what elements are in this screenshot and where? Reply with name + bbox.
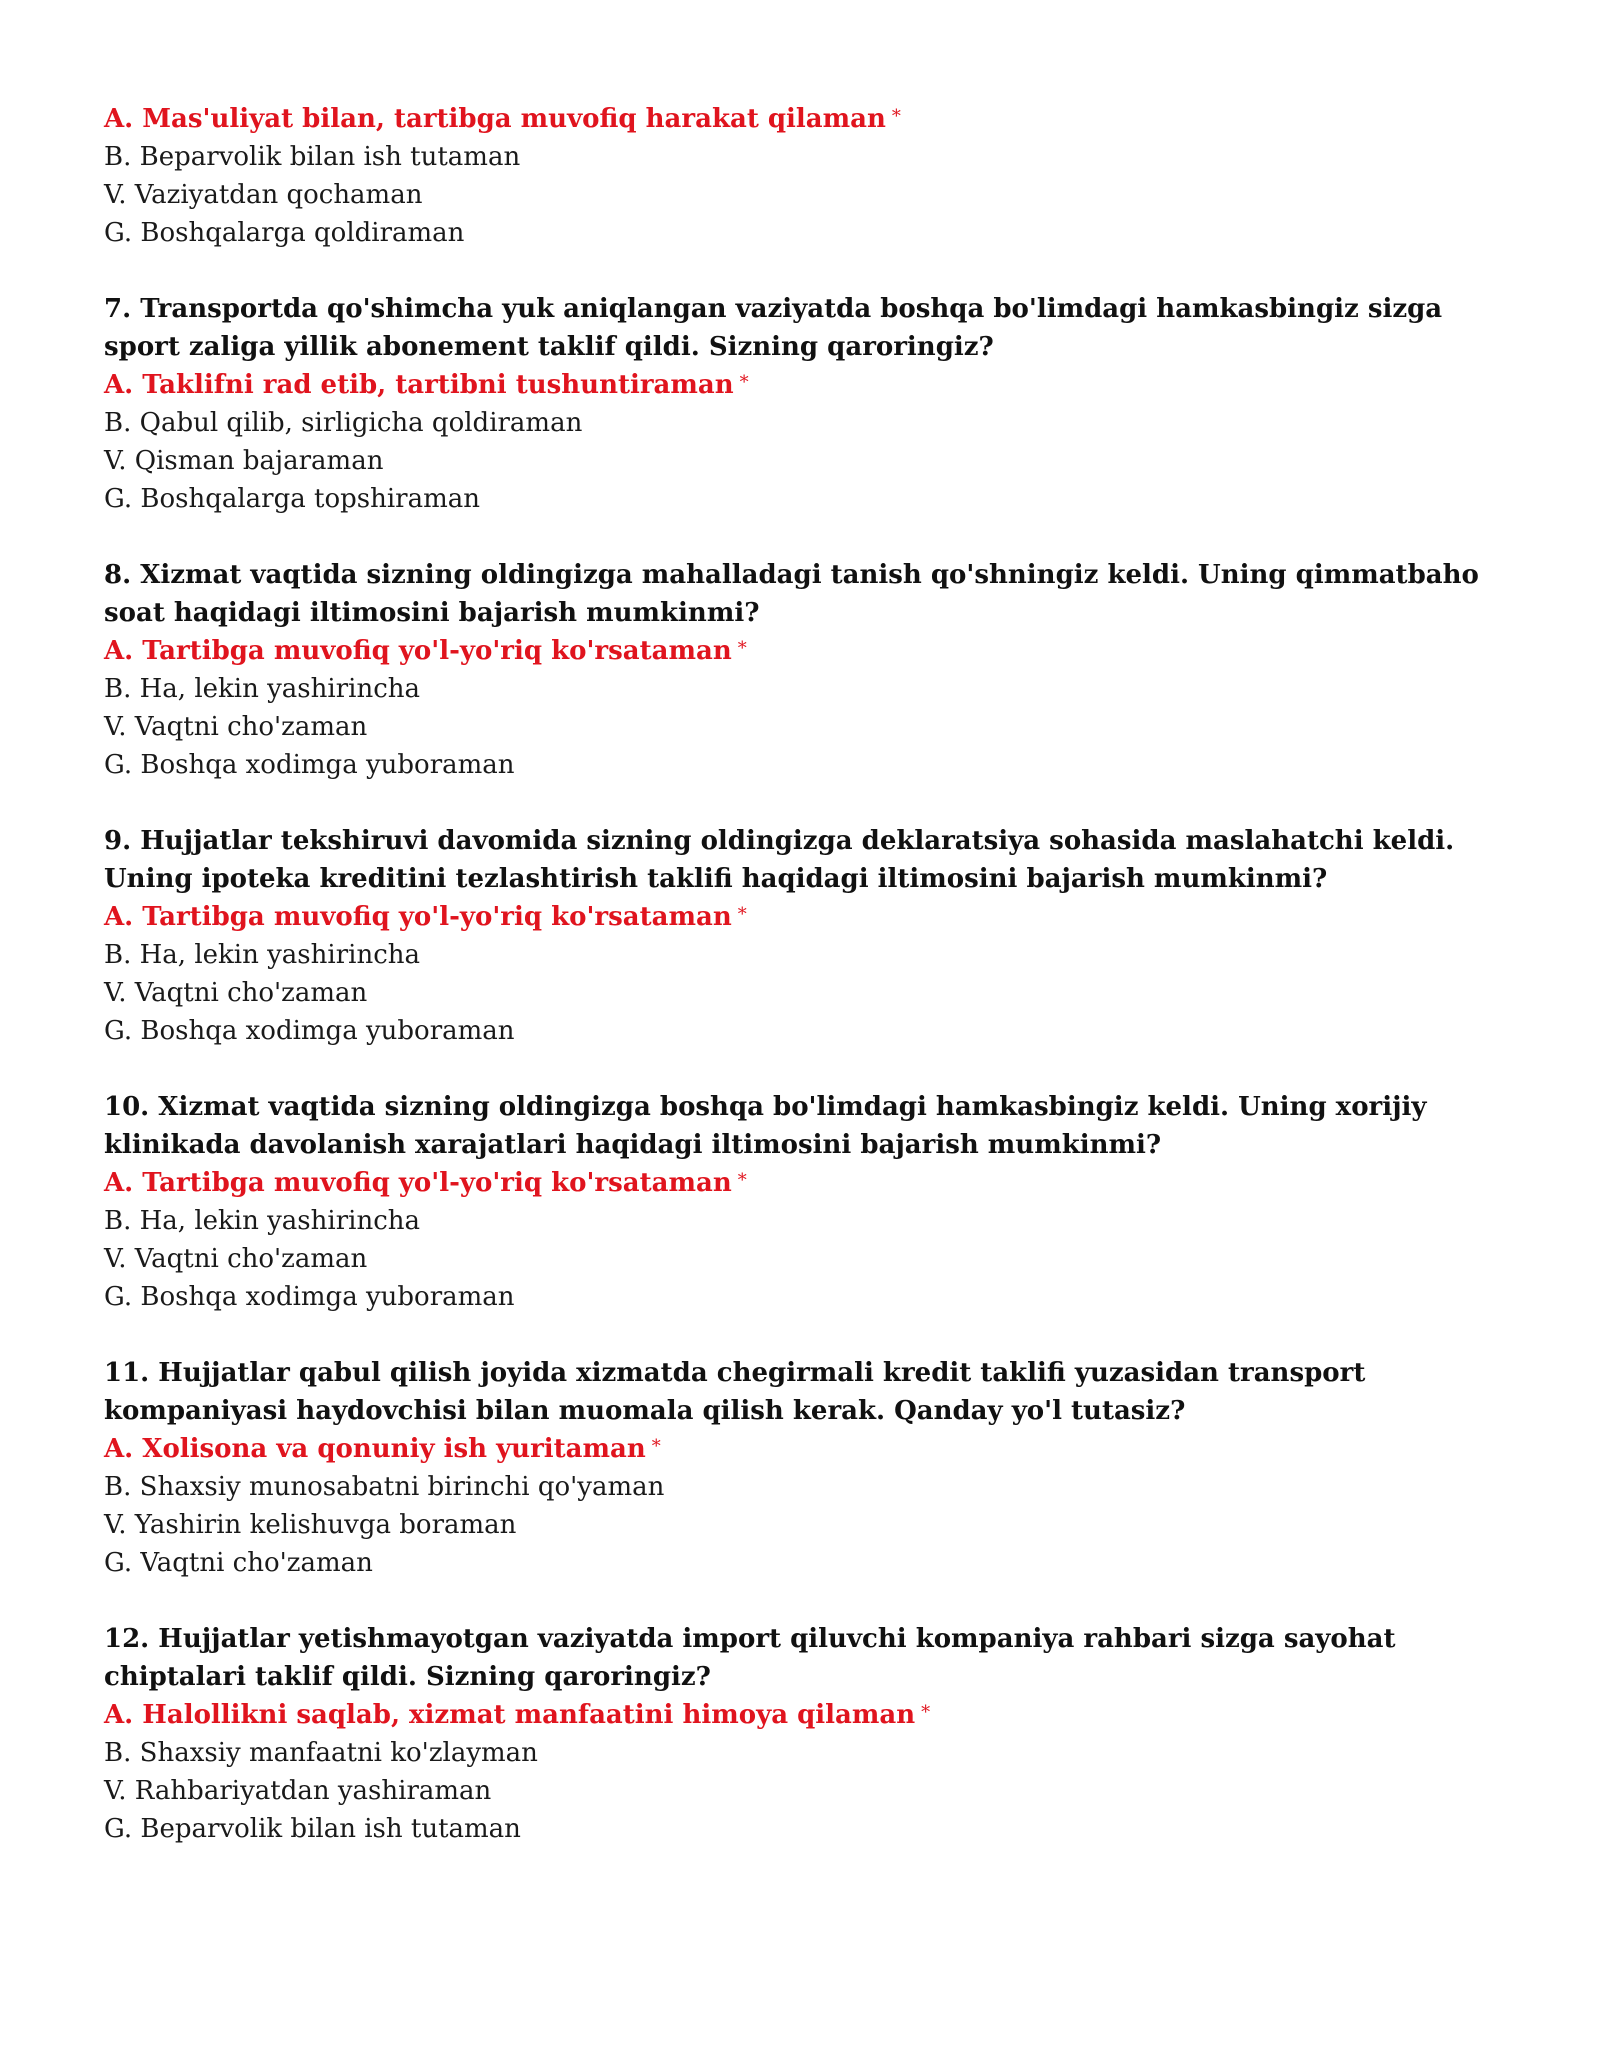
question-block [104,290,1504,518]
option-text: B. Beparvolik bilan ish tutaman [104,142,521,172]
correct-marker-asterisk: * [651,1436,661,1457]
answer-option [104,442,1504,480]
question-block [104,1354,1504,1582]
question-text: 7. Transportda qo'shimcha yuk aniqlangan vaziyatda boshqa bo'limdagi hamkasbingiz sizga sport zaliga yillik abonement taklif qildi. Sizning qaroringiz? [104,294,1443,362]
option-text: G. Boshqa xodimga yuboraman [104,750,515,780]
option-text: V. Rahbariyatdan yashiraman [104,1776,492,1806]
option-text: G. Boshqalarga qoldiraman [104,218,465,248]
answer-option [104,1278,1504,1316]
quiz-page [104,100,1504,1886]
option-text: V. Vaqtni cho'zaman [104,712,368,742]
answer-option [104,1772,1504,1810]
question-block [104,556,1504,784]
correct-marker-asterisk: * [737,1170,747,1191]
option-text: B. Ha, lekin yashirincha [104,674,421,704]
answer-option [104,1012,1504,1050]
correct-answer-option [104,100,1504,138]
answer-option [104,1810,1504,1848]
question-text: 10. Xizmat vaqtida sizning oldingizga boshqa bo'limdagi hamkasbingiz keldi. Uning xorijiy klinikada davolanish xarajatlari haqidagi iltimosini bajarish mumkinmi? [104,1092,1427,1160]
question-block [104,822,1504,1050]
correct-answer-option [104,1430,1504,1468]
correct-marker-asterisk: * [737,638,747,659]
correct-answer-option [104,366,1504,404]
question-text: 11. Hujjatlar qabul qilish joyida xizmatda chegirmali kredit taklifi yuzasidan transport kompaniyasi haydovchisi bilan muomala qilish kerak. Qanday yo'l tutasiz? [104,1358,1366,1426]
option-text: V. Vaqtni cho'zaman [104,1244,368,1274]
answer-option [104,1468,1504,1506]
answer-option [104,1734,1504,1772]
question-list [104,100,1504,1848]
answer-option [104,404,1504,442]
answer-option [104,1544,1504,1582]
option-text: G. Vaqtni cho'zaman [104,1548,373,1578]
correct-answer-option [104,1164,1504,1202]
option-text: V. Vaziyatdan qochaman [104,180,423,210]
option-text: B. Shaxsiy manfaatni ko'zlayman [104,1738,538,1768]
answer-option [104,138,1504,176]
option-text: G. Boshqa xodimga yuboraman [104,1282,515,1312]
answer-option [104,708,1504,746]
question-text: 9. Hujjatlar tekshiruvi davomida sizning oldingizga deklaratsiya sohasida maslahatchi keldi. Uning ipoteka kreditini tezlashtirish taklifi haqidagi iltimosini bajarish mumkinmi? [104,826,1455,894]
correct-answer-option [104,898,1504,936]
answer-option [104,214,1504,252]
question-block [104,1620,1504,1848]
correct-marker-asterisk: * [739,372,749,393]
answer-option [104,480,1504,518]
option-text: A. Tartibga muvofiq yo'l-yo'riq ko'rsataman [104,1168,732,1198]
answer-option [104,1202,1504,1240]
option-text: A. Tartibga muvofiq yo'l-yo'riq ko'rsataman [104,902,732,932]
answer-option [104,176,1504,214]
option-text: B. Ha, lekin yashirincha [104,1206,421,1236]
question-block [104,1088,1504,1316]
correct-marker-asterisk: * [737,904,747,925]
correct-answer-option [104,632,1504,670]
answer-option [104,1240,1504,1278]
answer-option [104,670,1504,708]
option-text: G. Beparvolik bilan ish tutaman [104,1814,521,1844]
option-text: A. Taklifni rad etib, tartibni tushuntiraman [104,370,734,400]
option-text: A. Tartibga muvofiq yo'l-yo'riq ko'rsataman [104,636,732,666]
answer-option [104,936,1504,974]
correct-marker-asterisk: * [921,1702,931,1723]
option-text: B. Ha, lekin yashirincha [104,940,421,970]
question-text: 12. Hujjatlar yetishmayotgan vaziyatda import qiluvchi kompaniya rahbari sizga sayohat chiptalari taklif qildi. Sizning qaroringiz? [104,1624,1396,1692]
correct-answer-option [104,1696,1504,1734]
option-text: B. Qabul qilib, sirligicha qoldiraman [104,408,583,438]
option-text: V. Yashirin kelishuvga boraman [104,1510,517,1540]
option-text: G. Boshqalarga topshiraman [104,484,480,514]
option-text: G. Boshqa xodimga yuboraman [104,1016,515,1046]
answer-option [104,1506,1504,1544]
option-text: V. Vaqtni cho'zaman [104,978,368,1008]
correct-marker-asterisk: * [891,106,901,127]
option-text: A. Mas'uliyat bilan, tartibga muvofiq harakat qilaman [104,104,886,134]
question-block [104,100,1504,252]
option-text: V. Qisman bajaraman [104,446,384,476]
option-text: A. Halollikni saqlab, xizmat manfaatini himoya qilaman [104,1700,916,1730]
answer-option [104,974,1504,1012]
answer-option [104,746,1504,784]
option-text: A. Xolisona va qonuniy ish yuritaman [104,1434,646,1464]
option-text: B. Shaxsiy munosabatni birinchi qo'yaman [104,1472,665,1502]
question-text: 8. Xizmat vaqtida sizning oldingizga mahalladagi tanish qo'shningiz keldi. Uning qimmatbaho soat haqidagi iltimosini bajarish mumkinmi? [104,560,1479,628]
